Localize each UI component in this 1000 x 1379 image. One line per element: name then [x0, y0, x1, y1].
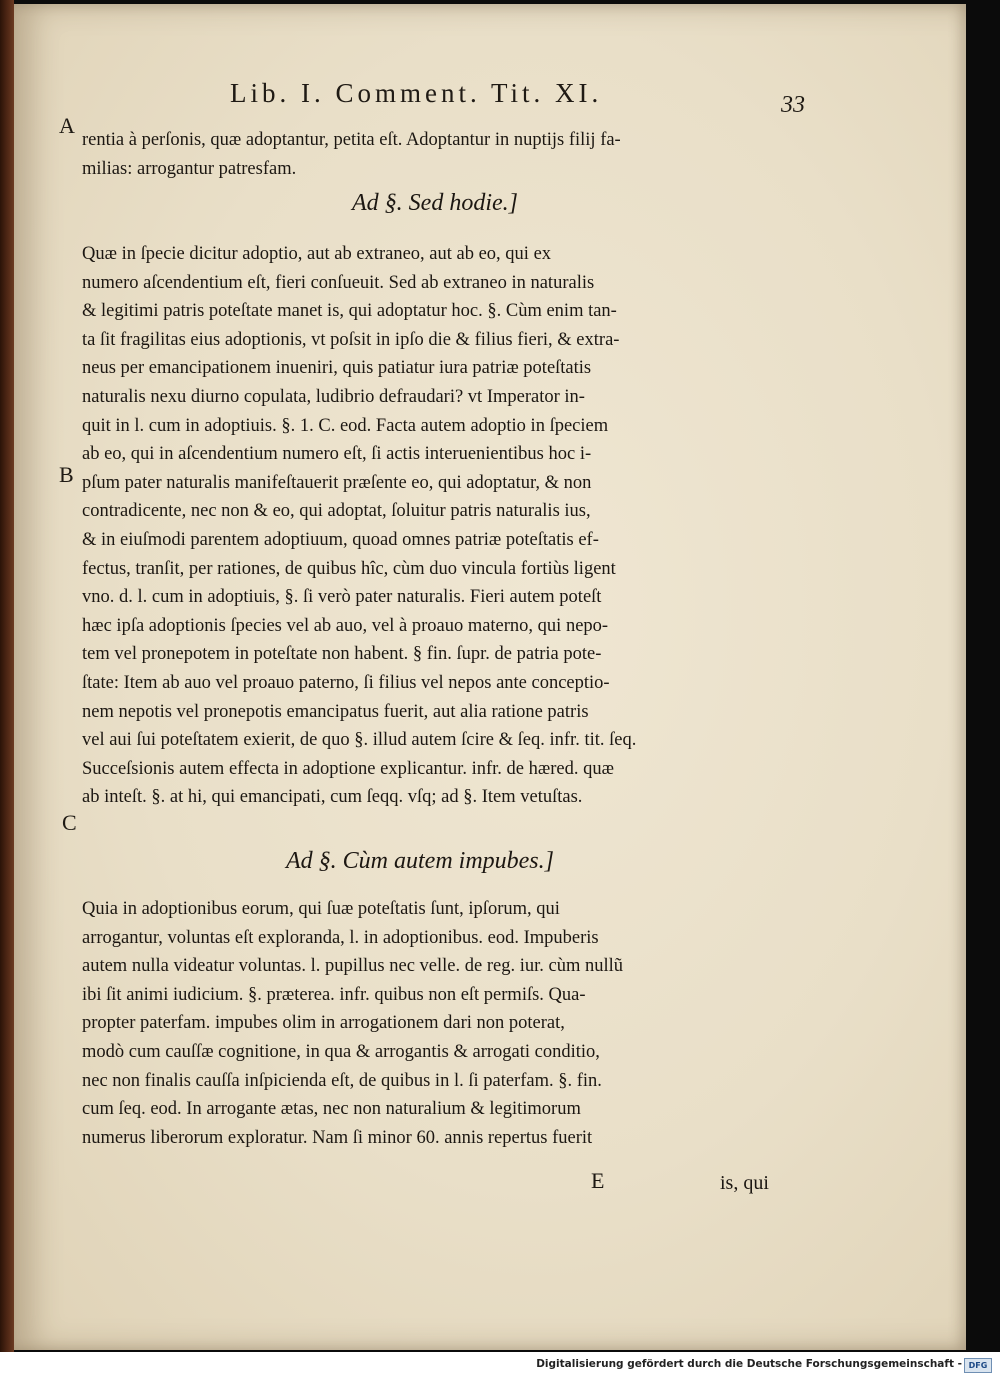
- text-line: naturalis nexu diurno copulata, ludibrio defraudari? vt Imperator in-: [82, 386, 585, 407]
- text-line: numero aſcendentium eſt, fieri conſueuit. Sed ab extraneo in naturalis: [82, 272, 595, 293]
- text-line: Succeſsionis autem effecta in adoptione explicantur. infr. de hæred. quæ: [82, 758, 614, 779]
- text-line: numerus liberorum exploratur. Nam ſi minor 60. annis repertus fuerit: [82, 1127, 593, 1148]
- intro-paragraph: [82, 126, 794, 183]
- text-line: vel aui ſui poteſtatem exierit, de quo §. illud autem ſcire & ſeq. infr. tit. ſeq.: [82, 730, 637, 751]
- text-line: tem vel pronepotem in poteſtate non habent. § fin. ſupr. de patria pote-: [82, 644, 602, 665]
- text-line: hæc ipſa adoptionis ſpecies vel ab auo, vel à proauo materno, qui nepo-: [82, 615, 609, 636]
- signature-mark: E: [591, 1168, 605, 1193]
- text-line: & legitimi patris poteſtate manet is, qui adoptatur hoc. §. Cùm enim tan-: [82, 301, 617, 322]
- text-line: ab inteſt. §. at hi, qui emancipati, cum ſeqq. vſq; ad §. Item vetuſtas.: [82, 787, 583, 808]
- text-line: autem nulla videatur voluntas. l. pupillus nec velle. de reg. iur. cùm nullũ: [82, 956, 623, 977]
- book-binding-edge: [0, 0, 14, 1352]
- text-line: arrogantur, voluntas eſt exploranda, l. in adoptionibus. eod. Impuberis: [82, 927, 599, 948]
- text-line: ab eo, qui in aſcendentium numero eſt, ſi actis interuenientibus hoc i-: [82, 444, 592, 465]
- text-line: rentia à perſonis, quæ adoptantur, petita eſt. Adoptantur in nuptijs filij fa-: [82, 130, 621, 150]
- text-line: Quæ in ſpecie dicitur adoptio, aut ab extraneo, aut ab eo, qui ex: [82, 244, 552, 264]
- digitization-footer: [0, 1352, 1000, 1379]
- text-line: fectus, tranſit, per rationes, de quibus hîc, cùm duo vincula fortiùs ligent: [82, 558, 616, 579]
- text-line: & in eiuſmodi parentem adoptiuum, quoad omnes patriæ poteſtatis ef-: [82, 529, 599, 550]
- text-line: modò cum cauſſæ cognitione, in qua & arrogantis & arrogati conditio,: [82, 1041, 600, 1062]
- dfg-logo: DFG: [964, 1358, 992, 1373]
- section-heading-sed-hodie: Ad §. Sed hodie.]: [352, 190, 518, 216]
- text-line: vno. d. l. cum in adoptiuis, §. ſi verò pater naturalis. Fieri autem poteſt: [82, 587, 602, 608]
- margin-letter-b: B: [59, 462, 74, 487]
- margin-letter-c: C: [62, 810, 77, 835]
- text-line: neus per emancipationem inueniri, quis patiatur iura patriæ poteſtatis: [82, 358, 592, 379]
- running-title: Lib. I. Comment. Tit. XI.: [230, 78, 603, 108]
- section-heading-cum-autem-impubes: Ad §. Cùm autem impubes.]: [286, 848, 554, 874]
- section-1-paragraph: [82, 240, 794, 812]
- text-line: pſum pater naturalis manifeſtauerit præſente eo, qui adoptatur, & non: [82, 472, 592, 493]
- text-line: nec non finalis cauſſa inſpicienda eſt, de quibus in l. ſi paterfam. §. fin.: [82, 1070, 602, 1091]
- text-line: ſtate: Item ab auo vel proauo paterno, ſi filius vel nepos ante conceptio-: [82, 672, 610, 693]
- text-line: cum ſeq. eod. In arrogante ætas, nec non naturalium & legitimorum: [82, 1099, 581, 1120]
- margin-letter-a: A: [59, 113, 75, 138]
- section-2-paragraph: [82, 895, 794, 1152]
- text-line: ibi ſit animi iudicium. §. præterea. infr. quibus non eſt permiſs. Qua-: [82, 984, 586, 1005]
- text-line: ta ſit fragilitas eius adoptionis, vt poſsit in ipſo die & filius fieri, & extra-: [82, 329, 620, 350]
- text-line: propter paterfam. impubes olim in arrogationem dari non poterat,: [82, 1013, 565, 1034]
- text-line: nem nepotis vel pronepotis emancipatus fuerit, aut alia ratione patris: [82, 701, 589, 722]
- text-line: Quia in adoptionibus eorum, qui ſuæ poteſtatis ſunt, ipſorum, qui: [82, 899, 560, 919]
- funding-notice: Digitalisierung gefördert durch die Deutsche Forschungsgemeinschaft -: [536, 1358, 962, 1370]
- text-line: milias: arrogantur patresfam.: [82, 158, 297, 179]
- page-number: 33: [781, 92, 805, 118]
- catchword: is, qui: [720, 1172, 769, 1194]
- text-line: contradicente, nec non & eo, qui adoptat, ſoluitur patris naturalis ius,: [82, 501, 591, 522]
- text-line: quit in l. cum in adoptiuis. §. 1. C. eod. Facta autem adoptio in ſpeciem: [82, 415, 609, 436]
